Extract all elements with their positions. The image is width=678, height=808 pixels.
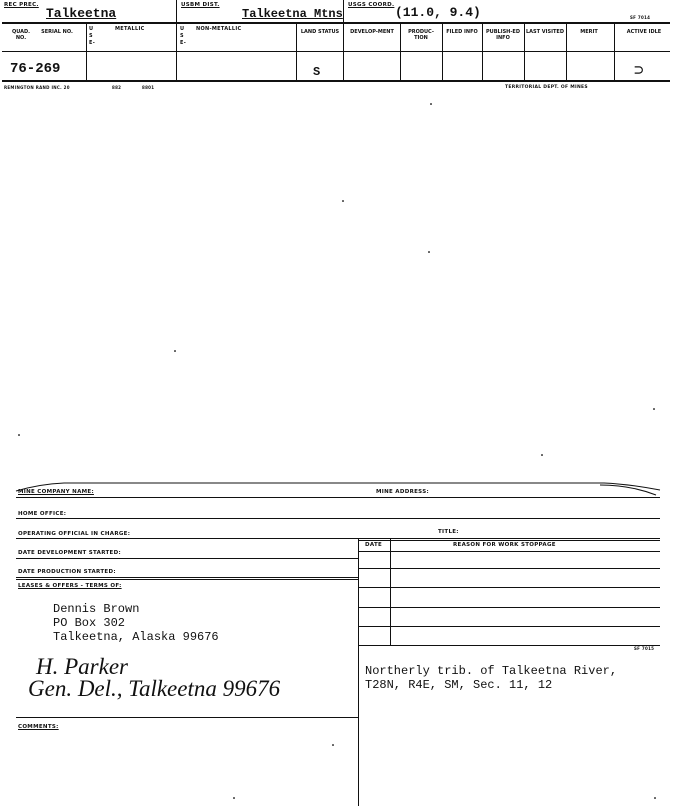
col-quad-no: QUAD. NO. <box>11 29 31 41</box>
col-development: DEVELOP-MENT <box>350 29 394 35</box>
divider <box>390 538 391 646</box>
rec-prec-label: REC PREC. <box>4 2 39 8</box>
divider <box>86 24 87 80</box>
handwritten-name: H. Parker <box>36 654 128 679</box>
form-number-back: SF 7015 <box>634 646 655 651</box>
divider <box>482 24 483 80</box>
rule <box>16 717 358 718</box>
active-idle-mark: ⊃ <box>634 62 644 80</box>
rule <box>16 538 660 539</box>
rule <box>358 626 660 627</box>
col-active-idle: ACTIVE IDLE <box>626 29 662 35</box>
use-mark: U <box>89 26 94 32</box>
col-last-visited: LAST VISITED <box>526 29 564 35</box>
header-rule-top-2 <box>2 23 670 24</box>
lease-line: Dennis Brown <box>53 602 140 616</box>
usbm-dist-label: USBM DIST. <box>181 2 220 8</box>
title-label: TITLE: <box>438 529 459 535</box>
rule <box>358 551 660 552</box>
use-mark: E- <box>180 40 187 46</box>
rule <box>16 497 660 498</box>
scan-speck <box>18 434 20 436</box>
rule <box>16 577 358 578</box>
divider <box>442 24 443 80</box>
usgs-coord-value: (11.0, 9.4) <box>395 5 481 20</box>
handwritten-address: Gen. Del., Talkeetna 99676 <box>28 676 281 701</box>
scan-speck <box>430 103 432 105</box>
divider <box>400 24 401 80</box>
scan-speck <box>653 408 655 410</box>
rec-prec-value: Talkeetna <box>46 6 117 21</box>
rule <box>358 587 660 588</box>
territorial-dept-imprint: TERRITORIAL DEPT. OF MINES <box>505 85 588 90</box>
col-merit: MERIT <box>580 29 598 35</box>
quad-serial-value: 76-269 <box>10 61 61 77</box>
rule <box>358 645 660 646</box>
scan-speck <box>174 350 176 352</box>
comments-label: COMMENTS: <box>18 724 59 730</box>
use-mark: U <box>180 26 185 32</box>
date-column-header: DATE <box>365 542 383 548</box>
location-line: T28N, R4E, SM, Sec. 11, 12 <box>365 678 553 692</box>
scan-speck <box>541 454 543 456</box>
rule <box>358 540 660 541</box>
usgs-coord-label: USGS COORD. <box>348 2 395 8</box>
date-development-label: DATE DEVELOPMENT STARTED: <box>18 550 121 556</box>
col-land-status: LAND STATUS <box>300 29 340 35</box>
col-production: PRODUC-TION <box>408 29 434 41</box>
mine-address-label: MINE ADDRESS: <box>376 489 429 495</box>
home-office-label: HOME OFFICE: <box>18 511 67 517</box>
scan-speck <box>342 200 344 202</box>
scan-speck <box>654 797 656 799</box>
col-metallic: METALLIC <box>115 26 145 32</box>
use-mark: S <box>89 33 93 39</box>
operating-official-label: OPERATING OFFICIAL IN CHARGE: <box>18 531 131 537</box>
lease-line: PO Box 302 <box>53 616 126 630</box>
col-serial-no: SERIAL NO. <box>41 29 73 35</box>
use-mark: E- <box>89 40 96 46</box>
printer-imprint: REMINGTON RAND INC. 20 <box>4 85 70 90</box>
leases-offers-label: LEASES & OFFERS - TERMS OF: <box>18 583 122 589</box>
scan-speck <box>428 251 430 253</box>
row-bottom-rule <box>2 80 670 82</box>
date-production-label: DATE PRODUCTION STARTED: <box>18 569 116 575</box>
rule <box>16 518 660 519</box>
usbm-dist-value: Talkeetna Mtns <box>242 7 343 21</box>
divider <box>524 24 525 80</box>
divider <box>358 538 359 806</box>
land-status-value: S <box>313 65 321 79</box>
column-header-rule <box>2 51 670 52</box>
rule <box>358 607 660 608</box>
scan-speck <box>332 744 334 746</box>
reason-column-header: REASON FOR WORK STOPPAGE <box>453 542 556 548</box>
divider <box>296 24 297 80</box>
col-published-info: PUBLISH-ED INFO <box>485 29 520 41</box>
scan-speck <box>233 797 235 799</box>
divider <box>176 0 177 80</box>
use-mark: S <box>180 33 184 39</box>
rule <box>358 568 660 569</box>
col-filed-info: FILED INFO <box>446 29 478 35</box>
form-number-top: SF 7014 <box>630 15 651 20</box>
rule <box>16 579 358 580</box>
divider <box>566 24 567 80</box>
printer-code: 8801 <box>142 85 155 90</box>
printer-code: 882 <box>112 85 122 90</box>
divider <box>614 24 615 80</box>
rule <box>16 558 358 559</box>
lease-line: Talkeetna, Alaska 99676 <box>53 630 219 644</box>
divider <box>343 0 344 80</box>
mine-company-name-label: MINE COMPANY NAME: <box>18 489 94 495</box>
location-line: Northerly trib. of Talkeetna River, <box>365 664 618 678</box>
col-non-metallic: NON-METALLIC <box>196 26 242 32</box>
card-edge-curve <box>0 470 678 500</box>
